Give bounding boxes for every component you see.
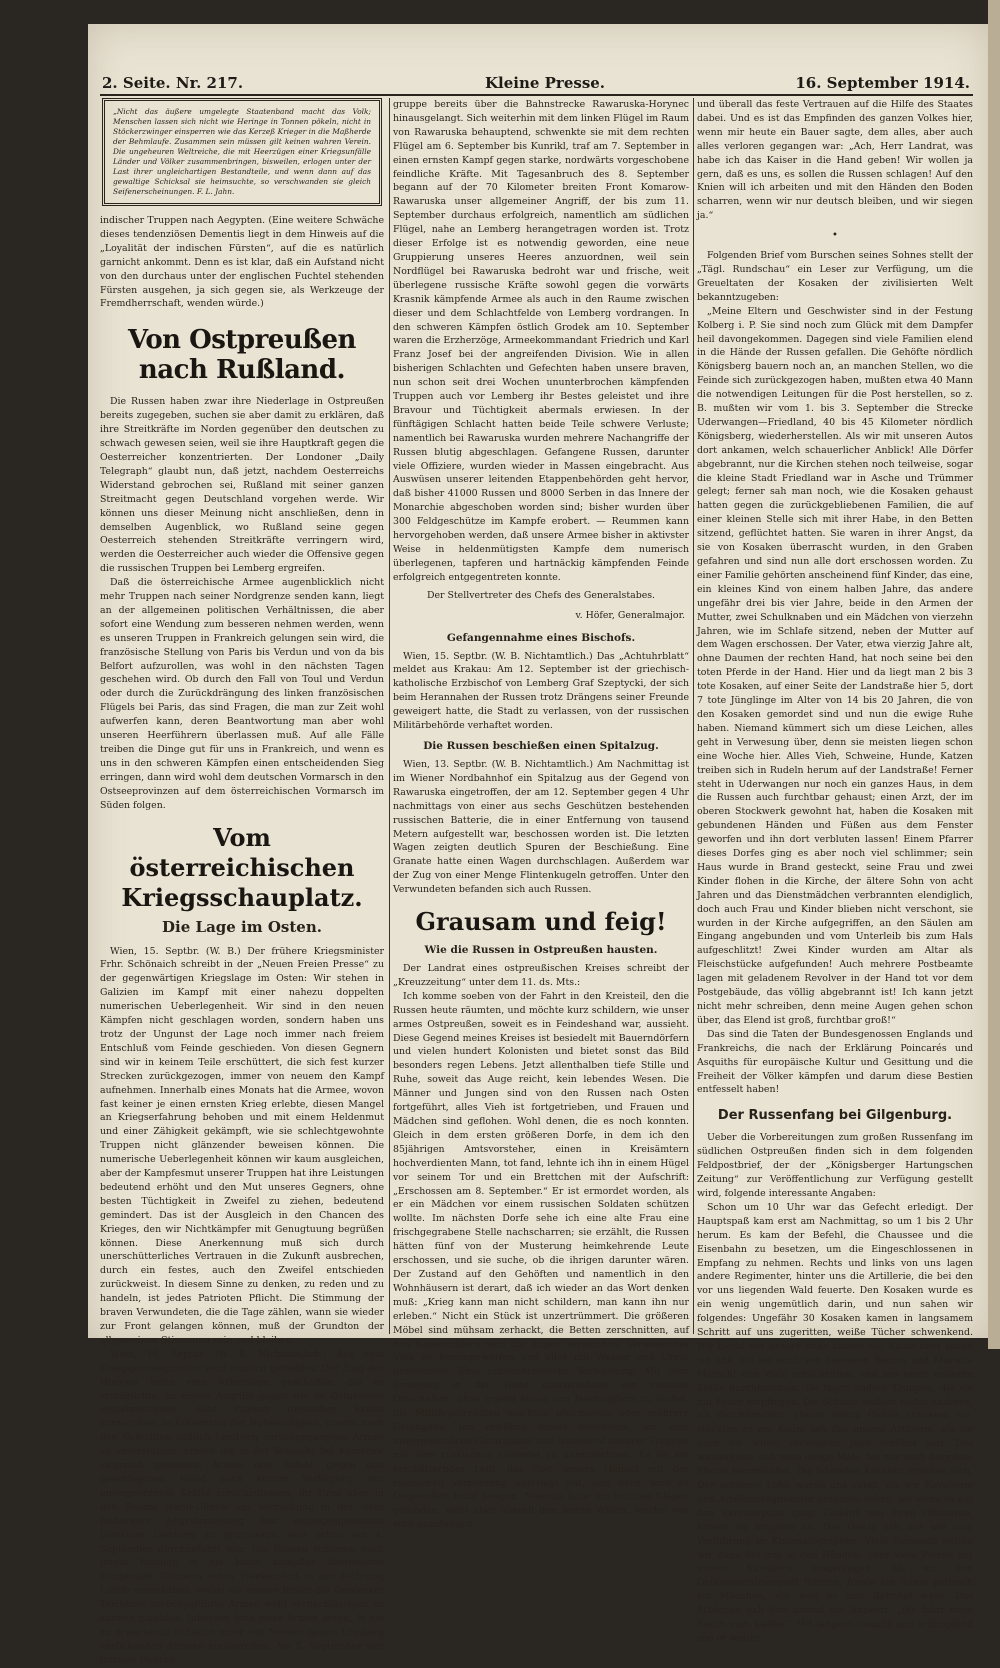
paragraph: Folgenden Brief vom Burschen seines Sohnes stellt der „Tägl. Rundschau“ ein Leser zur Verfügung, um die Greueltaten der Kosaken der zivilisierten Welt bekanntzugeben: [697,250,973,303]
column-1 [100,98,384,1666]
headline-russenfang: Der Russenfang bei Gilgenburg. [717,1108,953,1124]
paragraph: gruppe bereits über die Bahnstrecke Rawaruska-Horynec hinausgelangt. Sich weiterhin mit dem linken Flügel im Raum von Rawaruska behauptend, schwenkte sie mit dem rechten Flügel am 6. September bis Kunrikl, traf am 7. September in einen ernsten Kampf gegen starke, nordwärts vorgeschobene feindliche Kräfte. Mit Tagesanbruch des 8. September begann auf der 70 Kilometer breiten Front Komarow-Rawaruska unser allgemeiner Angriff, der bis zum 11. September durchaus erfolgreich, namentlich am südlichen Flügel, nahe an Lemberg herangetragen worden ist. Trotz dieser Erfolge ist es notwendig geworden, eine neue Gruppierung unseres Heeres anzuordnen, weil sein Nordflügel bei Rawaruska bedroht war und frische, weit überlegene russische Kräfte sowohl gegen die vorwärts Krasnik kämpfende Armee als auch in den Raume zwischen dieser und dem Schlachtfelde von Lemberg vordrangen. In den schweren Kämpfen östlich Grodek am 10. September waren die Erzherzöge, Armeekommandant Friedrich und Karl Franz Josef bei der angreifenden Division. Wie in allen bisherigen Schlachten und Gefechten haben unsere braven, nun schon seit drei Wochen ununterbrochen kämpfenden Truppen auch vor Lemberg ihr Bestes geleistet und ihre Bravour und Tüchtigkeit abermals erwiesen. In der fünftägigen Schlacht hatten beide Teile schwere Verluste; namentlich bei Rawaruska wurden mehrere Nachangriffe der Russen blutig abgeschlagen. Gefangene Russen, darunter viele Offiziere, wurden wieder in Massen eingebracht. Aus Auswüsen unserer leitenden Etappenbehörden geht hervor, daß bisher 41000 Russen und 8000 Serben in das Innere der Monarchie abgeschoben worden sind; bisher wurden über 300 Feldgeschütze im Kampfe erobert. — Reummen kann hervorgehoben werden, daß unsere Armee bisher in aktivster Weise in heldenmütigsten Kampfe dem numerisch überlegenen, tapferen und hartnäckig kämpfenden Feinde erfolgreich entgegentreten konnte. [393,99,689,583]
paragraph: Schon um 10 Uhr war das Gefecht erledigt. Der Hauptspaß kam erst am Nachmittag, so um 1 bis 2 Uhr herum. Es kam der Befehl, die Chaussee und die Eisenbahn zu besetzen, um die Eingeschlossenen in Empfang zu nehmen. Rechts und links von uns lagen andere Regimenter, hinter uns die Artillerie, die bei den vor uns liegenden Wald feuerte. Den Kosaken wurde es ein wenig ungemütlich darin, und nun sahen wir folgendes: Ungefähr 30 Kosaken kamen in langsamem Schritt auf uns zugeritten, weiße Tücher schwenkend. Wir bleibt der unsere linke kamen sie. Kaum aber sahen sie uns, als sie auch wie besessen Rechts und Marsch-Marsch! den Wald zurückritten, und aus einer anderen Stelle durchkommen. Da lagen andere Truppen, die sie mit Feuer empfingen. Die Schufte wollten nichts anderes, als durchbrechen. Hinter einem Gehöft schossen sie, steckten es an. Kaum sah das unsere Artillerie, als sie auch die wilde, verwegene Jagd vorüber war. Das wiederholte sich noch einige Male, bis nur noch harmlose Pferde herumliefen. Die lebenden Kosaken ergaben sich. Der schönste Lohn wurde uns zuteil, als wir Kavallerie und Artillerieregimenter anfahren sahen, als wenn es auf den Exerzierplatz ging. Geführt von ihren Offizieren, kamen sie langsam an. Das Ganze sah aus wie eine Vorführung im Kinematographen. Viele Tausende hatten wir dann bei uns in den Händen. Sehr viele Pferde hat unsere Kavallerie eingefangen. Als wir den Gefangenentransport führten, fragte ein Russe polnisch ein Mädchen, wie weit es zum Bahnhof wäre. Das Mädchen gab ihm darauf zur Antwort: „Ihr fahrt nach Berlin zum Kaffee.“ Mit langem Gesicht und schimpfend zog er weiter. [697,1201,973,1644]
paragraph: Wien, 15. Septbr. (W. B.) Der frühere Kriegsminister Frhr. Schönaich schreibt in der „Neuen Freien Presse“ zu der gegenwärtigen Kriegslage im Osten: Wir stehen in Galizien im Kampf mit einer nahezu doppelten numerischen Ueberlegenheit. Wir sind in den neuen Kämpfen nicht geschlagen worden, sondern haben uns trotz der Ungunst der Lage noch immer nach freiem Entschluß vom Feinde geschieden. Von diesen Gegnern sind wir in keinem Teile erschüttert, die sich fest kurzer Strecken zurückgezogen, immer von neuem den Kampf aufnehmen. Innerhalb eines Monats hat die Armee, wovon fast keiner je einen ernsten Krieg erlebte, diesen Mangel an Kriegserfahrung behoben und mit einem Heldenmut und einer Zähigkeit gekämpft, wie sie schlechtgewohnte Truppen nicht glänzender beweisen können. Die numerische Ueberlegenheit können wir kaum ausgleichen, aber der Kampfesmut unserer Truppen hat ihre Leistungen bedeutend erhöht und den Mut unseres Gegners, ohne besten Tüchtigkeit in Zweifel zu ziehen, bedeutend gemindert. Das ist der Ausgleich in den Chancen des Krieges, den wir Nichtkämpfer mit Genugtuung begrüßen können. Diese Anerkennung muß sich durch unerschütterliches Vertrauen in die Zukunft ausbrechen, durch ein festes, auch den Zweifel entschieden zurückweist. In diesem Sinne zu denken, zu reden und zu handeln, ist jedes Patrioten Pflicht. Die Stimmung der braven Verwundeten, die die Tage zählen, wann sie wieder zur Front gelangen können, muß der Grundton der allgemeinen Stimmung sein und bleiben. [100,945,384,1346]
article-continuation: indischer Truppen nach Aegypten. (Eine weitere Schwäche dieses tendenziösen Dementis liegt in dem Hinweis auf die „Loyalität der indischen Fürsten“, auf die es natürlich garnicht ankommt. Denn es ist klar, daß ein Aufstand nicht von den durchaus unter der englischen Fuchtel stehenden Fürsten ausgehen, ja sich gegen sie, als Werkzeuge der Fremdherrschaft, wenden würde.) [100,215,384,310]
page-edge [988,0,1000,1349]
signature-line: Der Stellvertreter des Chefs des Generalstabes. [426,589,656,601]
page-number: 2. Seite. Nr. 217. [102,74,244,92]
paragraph: Wien, 16. Septbr. (W. B. Nichtamtlich.) Aus dem Kriegspressequartier wird amtlich gemeldet: Der Sieg der Hucywa hatte eine Kriegslage geschaffen, die es ermöglichte, zu einem Angriffe gegen die im Ostgalizien eingebrochenen, sehr starken russischen Kräfte vorzugehen. In Erkenntnis der Notwendigkeit, unsere nach den Gefechten südlich Lemberg zurückgegangene Armee zu unterstützen, erhielt die in der Schlacht bei Komarow siegreich gewesene Armee den Befehl, gegen den geschlagenen Feind nach kurzer Verfolgung nur untergeordnete Kräfte zurückzulassen, ihr Gros aber in den Raume Narol-Uhnow zur Vorrückung in der ihrer bisherigen Angriffsrichtung fast entgegengesetzten Direktion Lemberg zu gruppieren, was schon am 4. September durchgeführt war. Die Russen schienen nach ihrem Einzuge in die kaum kampflos überlassene Hauptstadt Galiziens einen Flankenstoß in der Richtung Lublin vorzuhaben, wobei sie unsere hinter die Grodecker Teichlinie zurückgeführte Armee wohl vernachlässigen zu können glaubten. Inbessen fand diese Armee bereit, in die zu erwartende Schlacht einer von Norden gegen Lemberg anrückenden Armeen einzugreifen. Am 5. September war letztere Heeres- [100,1348,384,1666]
headline-kriegsschauplatz: Vom österreichischen Kriegsschauplatz. [121,822,363,912]
jahn-quote-box: „Nicht das äußere umgelegte Staatenband macht das Volk; Menschen lassen sich nicht wie Heringe in Tonnen pökeln, nicht in Stöckerzwinger einsperren wie das Kerzeß Krieger in die Maßherde der Behmlaufe. Zusammen sein müssen gilt keinen wahren Verein. Die ungeheuren Weltreiche, die mit Heerzügen einer Kriegsunfälle Länder und Völker zusammenbringen, bisweilen, erlogen unter der Last ihrer ungleichartigen Bestandteile, und wenn dann auf das gewaltige Schicksal sie heimsuchte, so verschwanden sie gleich Seifenerscheinungen. F. L. Jahn. [102,98,382,206]
signature-name: v. Höfer, Generalmajor. [575,609,685,621]
subheadline-russen-ostpreussen: Wie die Russen in Ostpreußen hausten. [424,944,658,957]
separator-star: • [832,230,838,242]
paragraph: Das sind die Taten der Bundesgenossen Englands und Frankreichs, die nach der Erklärung Poincarés und Asquiths für europäische Kultur und Gesittung und die Freiheit der Völker kämpfen und darum diese Bestien entfesselt haben! [697,1028,973,1096]
paragraph: und überall das feste Vertrauen auf die Hilfe des Staates dabei. Und es ist das Empfinden des ganzen Volkes hier, wenn mir heute ein Bauer sagte, dem alles, aber auch alles verloren gegangen war: „Ach, Herr Landrat, was habe ich das Kaiser in die Hand geben! Wir wollen ja gern, daß es uns, es sollen die Russen schlagen! Auf den Knien will ich arbeiten und mit den Händen den Boden scharren, wenn wir nur deutsch bleiben, und wir siegen ja.“ [697,99,973,222]
paragraph: „Meine Eltern und Geschwister sind in der Festung Kolberg i. P. Sie sind noch zum Glück mit dem Dampfer heil davongekommen. Dagegen sind viele Familien elend in die Hände der Russen gefallen. Die Gehöfte nördlich Königsberg bauern noch an, an manchen Stellen, wo die Feinde sich zurückgezogen haben, mußten etwa 40 Mann die notwendigen Leitungen für die Post herstellen, so z. B. mußten wir vom 1. bis 3. September die Strecke Uderwangen—Friedland, 40 bis 45 Kilometer nördlich Königsberg, wiederherstellen. Als wir mit unseren Autos dort ankamen, welch schauerlicher Anblick! Alle Dörfer abgebrannt, nur die Kirchen stehen noch teilweise, sogar die kleine Stadt Friedland war in Asche und Trümmer gelegt; ferner sah man noch, wie die Kosaken gehaust hatten gegen die zurückgebliebenen Familien, die auf einer kleinen Stelle sich mit ihrer Habe, in den Betten sitzend, geflüchtet hatten. Sie waren in ihrer Angst, da sie von Kosaken überrascht wurden, in den Graben gefahren und sind nun alle dort erschossen worden. Zu einer Familie gehörten anscheinend fünf Kinder, das eine, ein kleines Kind von einem halben Jahre, das andere ungefähr drei bis vier Jahre, beide in den Armen der Mutter, zwei Schulknaben und ein Mädchen von vierzehn Jahren, wie im Schlafe sitzend, neben der Mutter auf dem Wagen erschossen. Der Vater, etwa vierzig Jahre alt, ohne Daumen der rechten Hand, hat noch seine bei den toten Pferde in der Hand. Hier und da liegt man 2 bis 3 tote Kosaken, auf einer Seite der Landstraße hier 5, dort 7 tote Jünglinge im Alter von 14 bis 20 Jahren, die von den Kosaken gemordet sind und nun die ewige Ruhe haben. Niemand kümmert sich um diese Leichen, alles geht in Verwesung über, denn sie meisten liegen schon eine Woche hier. Alles Vieh, Schweine, Hunde, Katzen treiben sich in Rudeln herum auf der Landstraße! Ferner steht in Uderwangen nur noch ein ganzes Haus, in dem die Russen auch furchtbar gehaust; einen Arzt, der im oberen Stockwerk gewohnt hat, haben die Kosaken mit gebundenen Händen und Füßen aus dem Fenster geworfen und ihn dort verbluten lassen! Einem Pfarrer dieses Dorfes ging es aber noch viel schlimmer; sein Haus wurde in Brand gesteckt, seine Frau und zwei Kinder flohen in die Kirche, der ältere Sohn von acht Jahren und das Dienstmädchen verbrannten elendiglich, doch auch Frau und Kinder blieben nicht verschont, sie wurden in der Kirche aufgegriffen, an den Säulen am Eingang angebunden und vom Unterleib bis zum Hals aufgeschlitzt! Zwei Kinder wurden am Altar als Fleischstücke aufgefunden! Auch mehrere Postbeamte lagen mit geladenem Revolver in der Hand tot vor dem Postgebäude, das völlig abgebrannt ist! Ich kann jetzt nicht mehr schreiben, denn meine Augen gehen schon über, das Elend ist groß, furchtbar groß!“ [697,305,973,1026]
paragraph: Wien, 15. Septbr. (W. B. Nichtamtlich.) Das „Achtuhrblatt“ meldet aus Krakau: Am 12. September ist der griechisch-katholische Erzbischof von Lemberg Graf Szeptycki, der sich beim Herannahen der Russen trotz Drängens seiner Freunde geweigert hatte, die Stadt zu verlassen, von der russischen Militärbehörde verhaftet worden. [393,650,689,732]
paragraph: Die Russen haben zwar ihre Niederlage in Ostpreußen bereits zugegeben, suchen sie aber damit zu erklären, daß ihre Streitkräfte im Norden gegenüber den deutschen zu schwach gewesen seien, weil sie ihre Hauptkraft gegen die Oesterreicher konzentrierten. Der Londoner „Daily Telegraph“ glaubt nun, daß jetzt, nachdem Oesterreichs Widerstand gebrochen sei, Rußland mit seiner ganzen Streitmacht gegen Deutschland vorgehen werde. Wir können uns dieser Meinung nicht anschließen, denn in demselben Augenblick, wo Rußland seine gegen Oesterreich stehenden Streitkräfte verringern wird, werden die Oesterreicher auch wieder die Offensive gegen die russischen Truppen bei Lemberg ergreifen. [100,396,384,575]
newspaper-title: Kleine Presse. [485,74,606,92]
paragraph: Wien, 13. Septbr. (W. B. Nichtamtlich.) Am Nachmittag ist im Wiener Nordbahnhof ein Spitalzug aus der Gegend von Rawaruska eingetroffen, der am 12. September gegen 4 Uhr nachmittags von einer aus sechs Geschützen bestehenden russischen Batterie, die in einer Entfernung von tausend Metern aufgestellt war, beschossen worden ist. Die letzten Wagen zeigten deutlich Spuren der Beschießung. Eine Granate hatte einen Wagen durchschlagen. Außerdem war der Zug von einer Menge Flintenkugeln getroffen. Unter den Verwundeten befanden sich auch Russen. [393,758,689,896]
column-rule [389,98,390,1334]
masthead [100,72,970,94]
issue-date: 16. September 1914. [795,74,970,92]
header-rule [100,94,973,96]
paragraph: Der Landrat eines ostpreußischen Kreises schreibt der „Kreuzzeitung“ unter dem 11. ds. Mts.: [393,963,689,988]
column-2 [393,98,689,1531]
headline-ostpreussen: Von Ostpreußen nach Rußland. [128,325,356,386]
paragraph: Ich komme soeben von der Fahrt in den Kreisteil, den die Russen heute räumten, und möchte kurz schildern, wie unser armes Ostpreußen, soweit es in Feindeshand war, aussieht. Diese Gegend meines Kreises ist besiedelt mit Bauerndörfern und vielen hundert Kolonisten und bietet sonst das Bild besonders regen Lebens. Jetzt allenthalben tiefe Stille und Ruhe, soweit das Auge reicht, kein lebendes Wesen. Die Männer und Jungen sind von den Russen nach Osten fortgeführt, alles Vieh ist fortgetrieben, und Frauen und Mädchen sind geflohen. Wohl denen, die es noch konnten. Gleich in dem ersten größeren Dorfe, in dem ich den 85jährigen Amtsvorsteher, einen in Kreisämtern hochverdienten Mann, tot fand, lehnte ich ihn in einem Hügel vor seinem Tor und ein Brettchen mit der Aufschrift: „Erschossen am 8. September.“ Er ist ermordet worden, als er ein Mädchen vor einem russischen Soldaten schützen wollte. Im nächsten Dorfe sehe ich eine alte Frau eine frischgegrabene Stelle nachscharren; sie erzählt, die Russen hätten fünf von der Musterung heimkehrende Leute erschossen, und sie suche, ob die ihrigen darunter wären. Der Zustand auf den Gehöften und namentlich in den Wohnhäusern ist derart, daß ich wieder an das Wort denken muß: „Krieg kann man nicht schildern, man kann ihn nur erleben.“ Nicht ein Stück ist unzertrümmert. Die größeren Möbel sind mühsam zerhackt, die Betten zerschnitten, auf den Kaiserbildern sind die Augen zerstochen. Verwesendes Vieh ist hereingeworfen und alles mit Wasser und Unrat geschändet. Eine unbeschreibliche Verwüstung. Mit dem Browning in der Hand durchsuchten wir einzelne Ortschaften, ohne irgend etwas von Nachzüglern zu finden, die Militärpatrouillen machten gleichzeitig oder mehrere Gefangene. Ich erwähne dieses besonders, um eine unvergleichliche Gutartigkeit und Nachsicht unserer Truppen mit dem russischen Gesindel zu kennzeichnen. Es ist ein erschütterndes Leid, das Gott unsere Heimat mit der russischen Verheerung auferlegt hat, und doch wird es Ostpreußen nicht beugen. Niemals habe ich haltlose Klagen gefunden, wohl aber überall den festen Willen, wieder von vorn anzufangen [393,990,689,1531]
column-rule [693,98,694,1334]
paragraph: Ueber die Vorbereitungen zum großen Russenfang im südlichen Ostpreußen finden sich in dem folgenden Feldpostbrief, der der „Königsberger Hartungschen Zeitung“ zur Veröffentlichung zur Verfügung gestellt wird, folgende interessante Angaben: [697,1132,973,1199]
headline-spitalzug: Die Russen beschießen einen Spitalzug. [423,739,659,752]
headline-bischof: Gefangennahme eines Bischofs. [446,631,636,644]
column-3 [697,98,973,1644]
headline-grausam-feig: Grausam und feig! [415,907,667,937]
paragraph: Daß die österreichische Armee augenblicklich nicht mehr Truppen nach seiner Nordgrenze senden kann, liegt an der allgemeinen politischen Verhältnissen, die aber sofort eine Wendung zum besseren nehmen werden, wenn es unseren Truppen in Frankreich gelungen sein wird, die französische Stellung von Paris bis Verdun und von da bis Belfort aufzurollen, was wohl in den nächsten Tagen geschehen wird. Ob durch den Fall von Toul und Verdun oder durch die Zurückdrängung des linken französischen Flügels bei Paris, das sind Fragen, die man zur Zeit wohl aufwerfen kann, deren Beantwortung man aber wohl unseren Heerführern überlassen muß. Auf alle Fälle treiben die Dinge gut für uns in Frankreich, und wenn es uns in den schweren Kämpfen einen entscheidenden Sieg erringen, dann wird wohl dem deutschen Vormarsch in den Ostseeprovinzen auf dem österreichischen Vormarsch im Süden folgen. [100,577,384,811]
subheadline-lage-osten: Die Lage im Osten. [162,917,322,936]
